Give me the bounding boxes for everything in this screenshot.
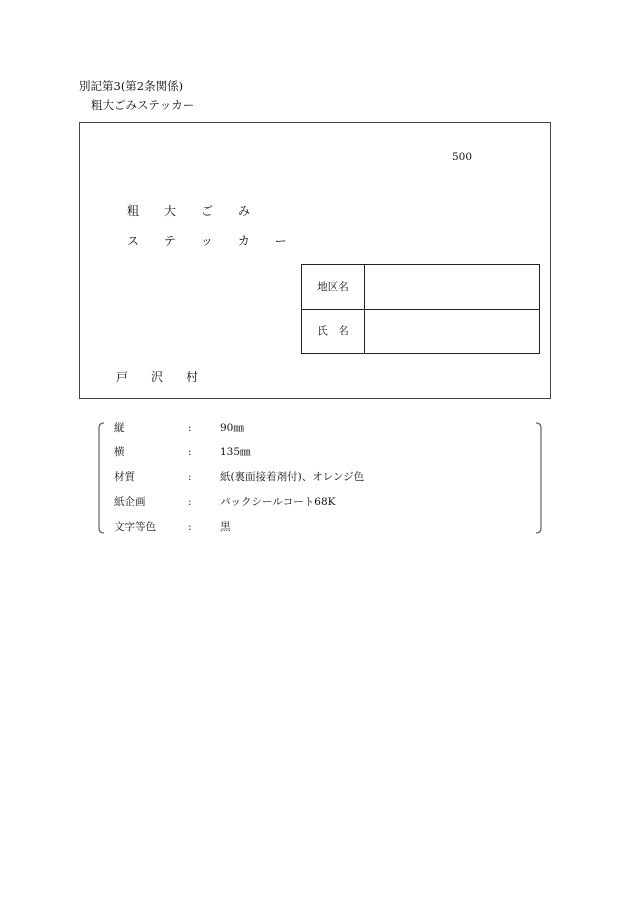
- spec-label: 材質: [114, 471, 135, 483]
- sticker-info-table: [301, 264, 540, 354]
- district-label: 地区名: [302, 265, 365, 309]
- spec-label: 縦: [114, 422, 125, 434]
- sticker-title-line1: 粗大ごみ: [127, 204, 276, 218]
- spec-row-height: [97, 420, 527, 436]
- spec-colon: :: [188, 521, 192, 533]
- page-heading: 別記第3(第2条関係): [79, 79, 184, 93]
- right-brace: [535, 422, 543, 534]
- spec-label: 紙企画: [114, 496, 146, 508]
- page-subheading: 粗大ごみステッカー: [91, 98, 195, 112]
- specs-block: [97, 422, 543, 534]
- spec-label: 文字等色: [114, 521, 156, 533]
- name-value: [366, 310, 539, 353]
- spec-row-width: [97, 444, 527, 460]
- name-row: [302, 310, 539, 353]
- spec-value: パックシールコート68K: [220, 496, 336, 508]
- sticker-sample: [79, 122, 551, 399]
- spec-colon: :: [188, 496, 192, 508]
- spec-value: 135㎜: [220, 446, 251, 458]
- district-row: [302, 265, 539, 310]
- spec-colon: :: [188, 422, 192, 434]
- spec-value: 黒: [220, 521, 231, 533]
- spec-value: 紙(裏面接着剤付)、オレンジ色: [220, 471, 365, 483]
- spec-label: 横: [114, 446, 125, 458]
- sticker-title-line2: ステッカー: [127, 234, 312, 248]
- spec-colon: :: [188, 471, 192, 483]
- name-label: 氏 名: [302, 310, 365, 353]
- spec-colon: :: [188, 446, 192, 458]
- district-value: [366, 265, 539, 309]
- sticker-price: 500: [452, 151, 473, 163]
- spec-row-text-color: [97, 519, 527, 535]
- spec-row-material: [97, 469, 527, 485]
- spec-value: 90㎜: [220, 422, 244, 434]
- village-name: 戸沢村: [116, 370, 222, 384]
- spec-row-paper-spec: [97, 494, 527, 510]
